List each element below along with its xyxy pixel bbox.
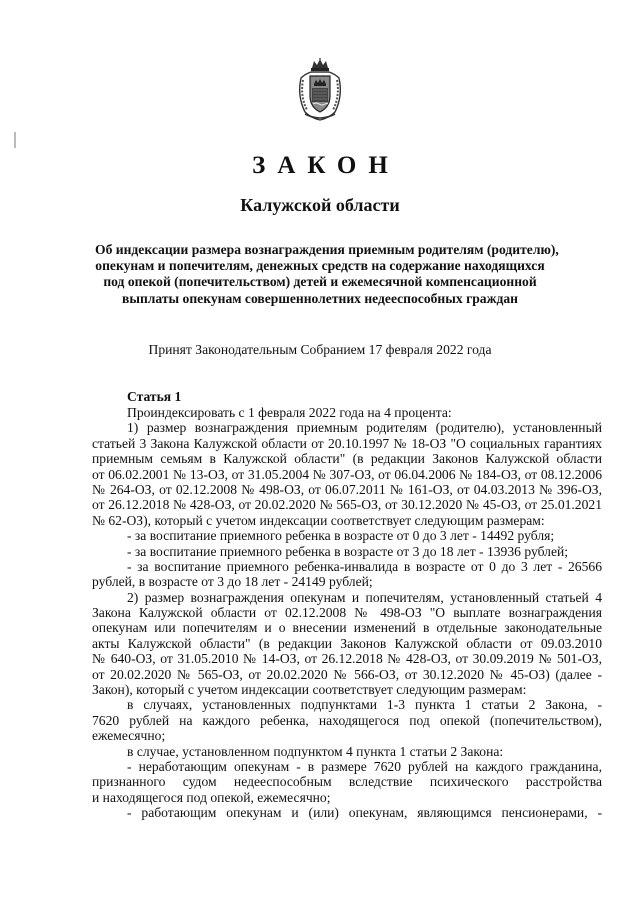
- body-line: 1) размер вознаграждения приемным родителям (родителю), установленный: [127, 420, 602, 436]
- scan-edge-mark: [14, 132, 16, 148]
- body-line: № 62-ОЗ), который с учетом индексации соответствует следующим размерам:: [92, 512, 545, 528]
- body-lines: [92, 405, 602, 821]
- body-line: рублей, в возрасте от 3 до 18 лет - 24149 рублей;: [92, 574, 373, 590]
- body-line: в случае, установленном подпунктом 4 пункта 1 статьи 2 Закона:: [127, 743, 504, 759]
- body-line: акты Калужской области" (в редакции Законов Калужской области от 09.03.2010: [92, 635, 602, 651]
- law-heading-line: под опекой (попечительством) детей и ежемесячной компенсационной: [103, 274, 537, 290]
- law-heading: [95, 242, 559, 307]
- body-line: - за воспитание приемного ребенка в возрасте от 3 до 18 лет - 13936 рублей;: [127, 543, 569, 559]
- body-line: от 20.02.2020 № 565-ОЗ, от 20.02.2020 № 566-ОЗ, от 30.12.2020 № 45-ОЗ) (далее -: [92, 666, 602, 682]
- body-line: - неработающим опекунам - в размере 7620 рублей на каждого гражданина,: [127, 758, 602, 774]
- body-line: признанного судом недееспособным вследствие психического расстройства: [92, 774, 602, 790]
- law-heading-line: Об индексации размера вознаграждения приемным родителям (родителю),: [95, 242, 559, 257]
- body-line: № 264-ОЗ, от 02.12.2008 № 498-ОЗ, от 06.07.2011 № 161-ОЗ, от 04.03.2013 № 396-ОЗ,: [92, 481, 602, 497]
- body-line: № 640-ОЗ, от 31.05.2010 № 14-ОЗ, от 26.12.2018 № 428-ОЗ, от 30.09.2019 № 501-ОЗ,: [92, 651, 602, 667]
- body-line: в случаях, установленных подпунктами 1-3 пункта 1 статьи 2 Закона, -: [127, 697, 602, 713]
- coat-of-arms-emblem: [295, 58, 345, 122]
- body-line: и находящегося под опекой, ежемесячно;: [92, 789, 331, 805]
- law-heading-line: опекунам и попечителям, денежных средств на содержание находящихся: [95, 258, 545, 274]
- body-line: - за воспитание приемного ребенка в возрасте от 0 до 3 лет - 14492 рубля;: [127, 528, 555, 544]
- body-line: от 06.02.2001 № 13-ОЗ, от 31.05.2004 № 307-ОЗ, от 06.04.2006 № 184-ОЗ, от 08.12.2006: [92, 466, 602, 482]
- body-line: 7620 рублей на каждого ребенка, находящегося под опекой (попечительством),: [92, 712, 602, 728]
- body-line: опекунам или попечителям и о внесении изменений в отдельные законодательные: [92, 620, 602, 636]
- body-line: - работающим опекунам и (или) опекунам, являющимся пенсионерами, -: [127, 805, 602, 821]
- document-title: ЗАКОН: [252, 152, 400, 179]
- document-body: [92, 389, 602, 821]
- body-line: Закон), который с учетом индексации соответствует следующим размерам:: [92, 682, 527, 698]
- body-line: ежемесячно;: [92, 728, 166, 744]
- body-line: Проиндексировать с 1 февраля 2022 года на 4 процента:: [127, 405, 452, 420]
- body-line: Закона Калужской области от 02.12.2008 № 498-ОЗ "О выплате вознаграждения: [92, 605, 602, 621]
- body-line: приемным семьям в Калужской области" (в редакции Законов Калужской области: [92, 451, 602, 467]
- adoption-statement: Принят Законодательным Собранием 17 февраля 2022 года: [148, 342, 492, 357]
- law-heading-line: выплаты опекунам совершеннолетних недееспособных граждан: [122, 290, 518, 306]
- body-line: от 26.12.2018 № 428-ОЗ, от 20.02.2020 № 565-ОЗ, от 30.12.2020 № 45-ОЗ, от 25.01.2021: [92, 497, 602, 513]
- body-line: статьей 3 Закона Калужской области от 20.10.1997 № 18-ОЗ "О социальных гарантиях: [92, 435, 602, 451]
- document-subtitle: Калужской области: [240, 195, 400, 215]
- body-line: - за воспитание приемного ребенка-инвалида в возрасте от 0 до 3 лет - 26566: [127, 558, 602, 574]
- article-title: Статья 1: [127, 389, 182, 404]
- body-line: 2) размер вознаграждения опекунам и попечителям, установленный статьей 4: [127, 589, 602, 605]
